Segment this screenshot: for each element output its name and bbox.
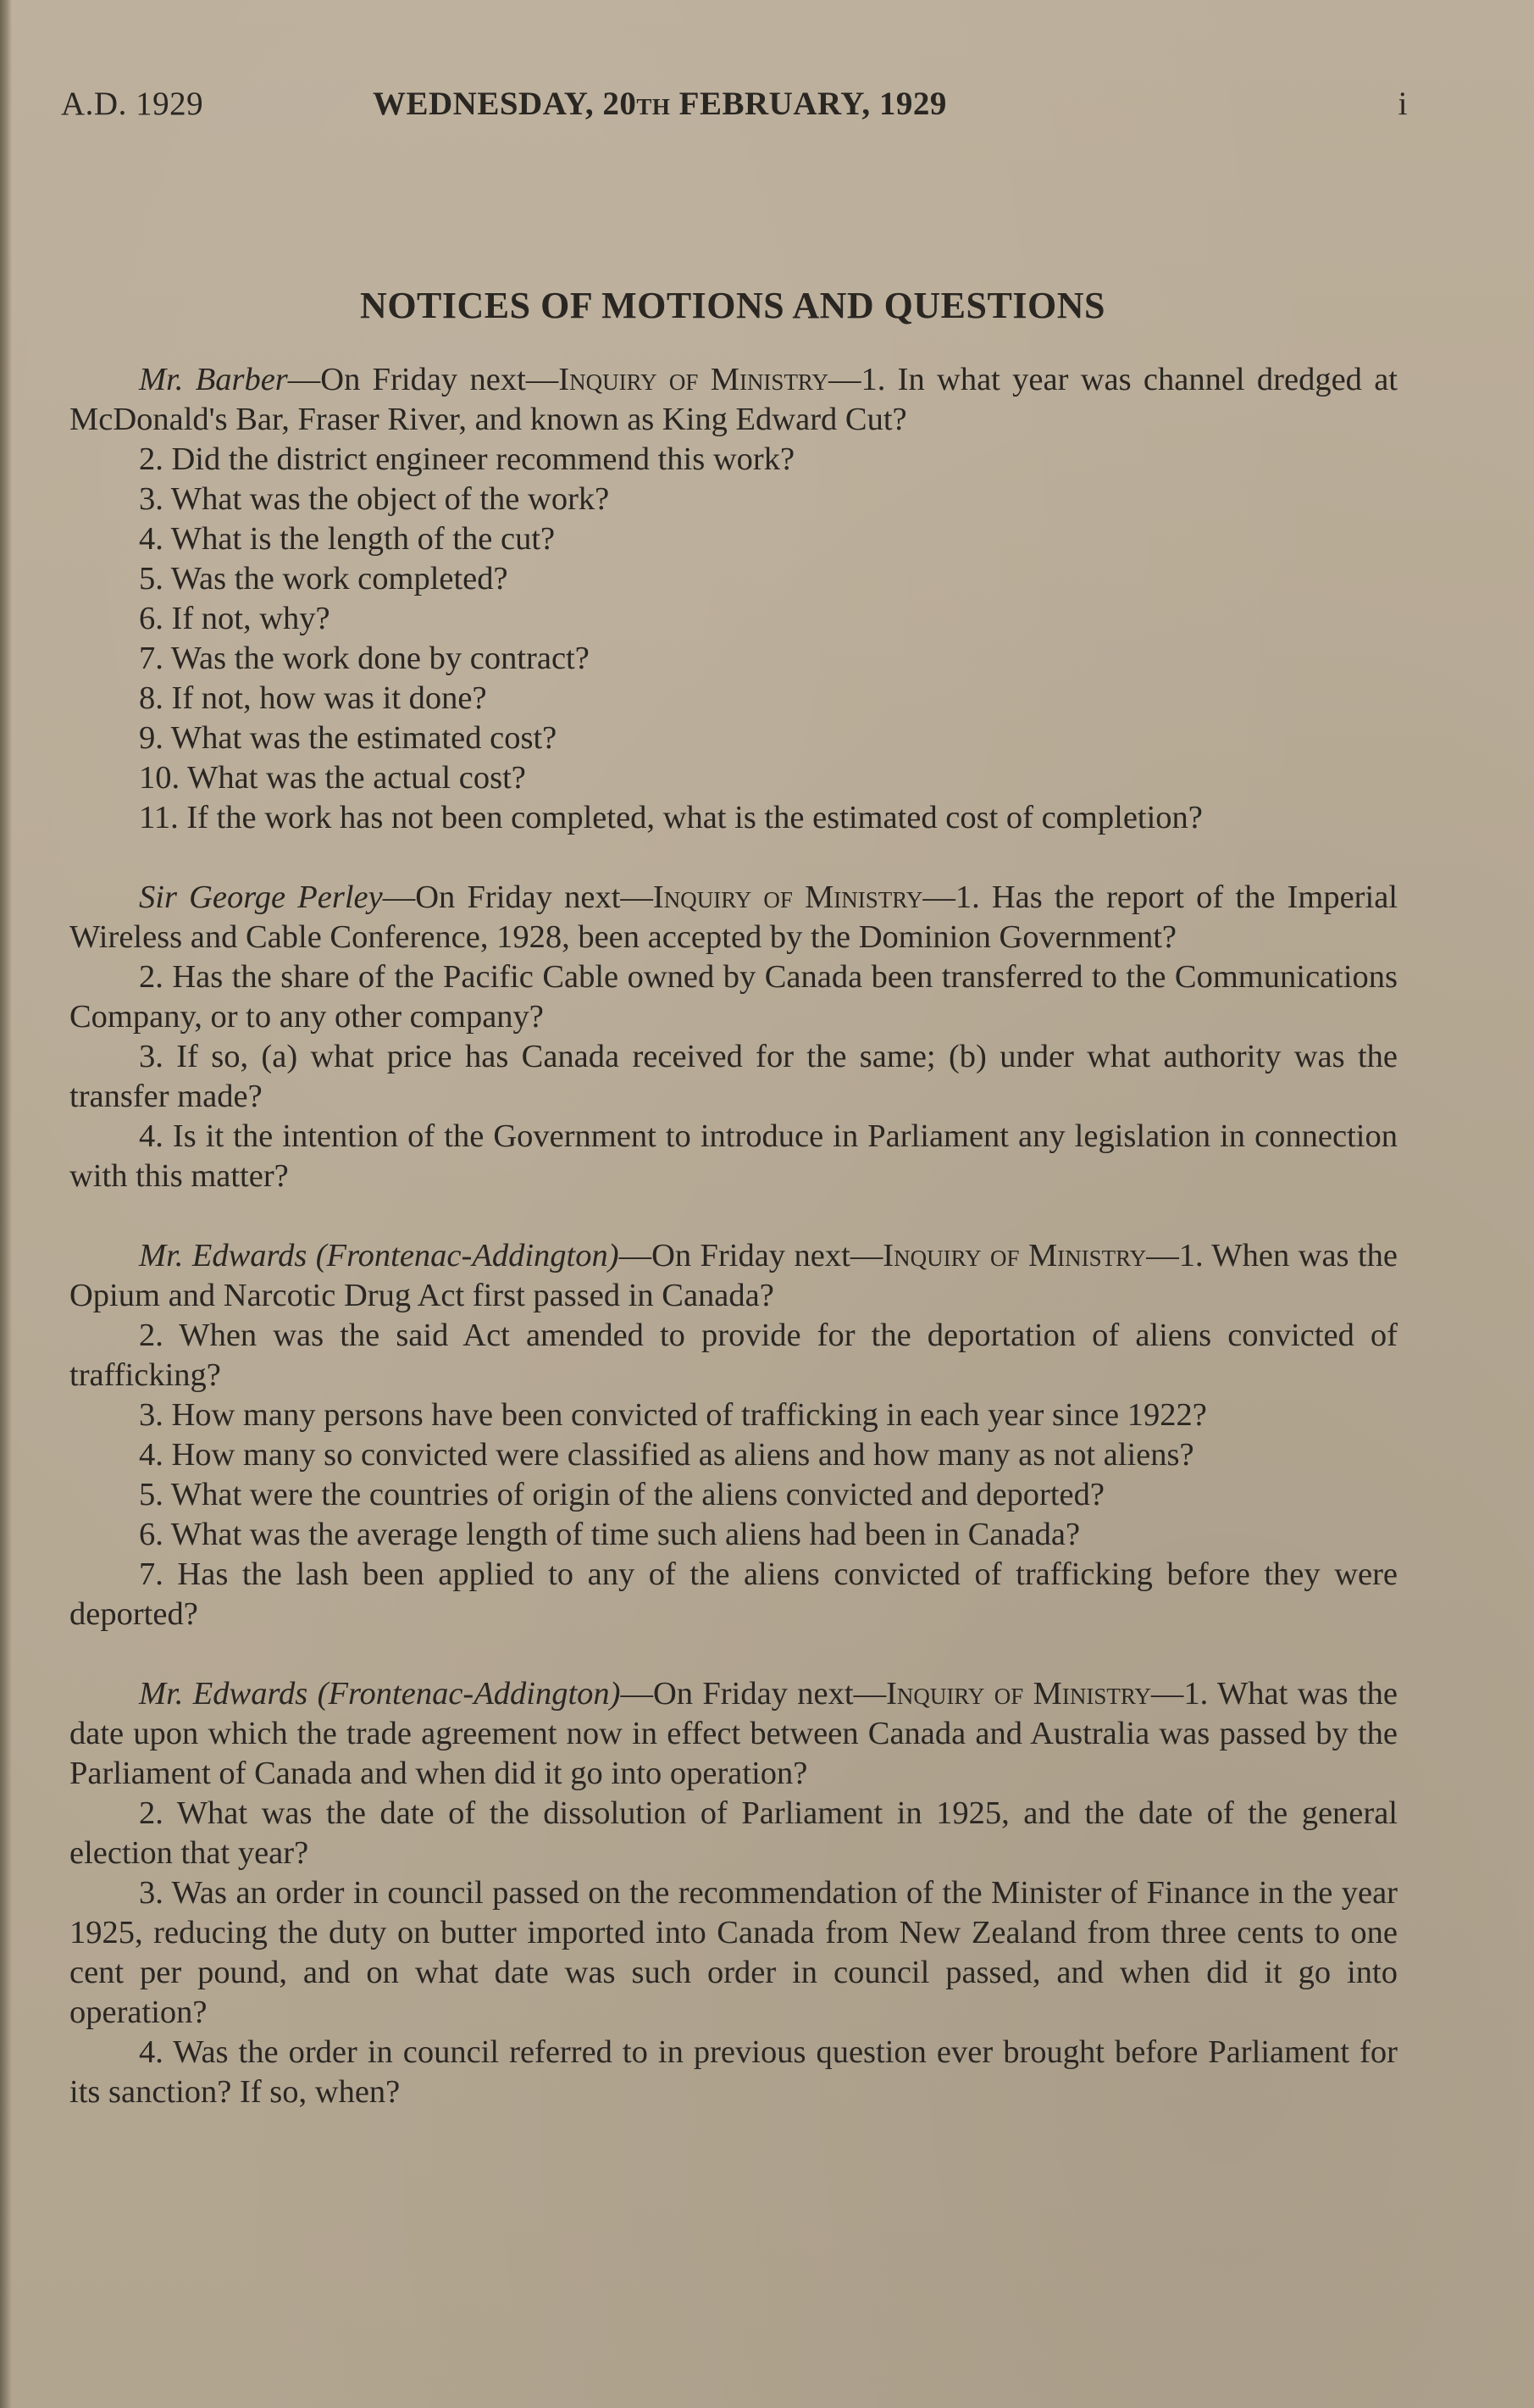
question: 2. Did the district engineer recommend this work? xyxy=(139,441,795,477)
motion-prefix: —On Friday next— xyxy=(287,362,559,397)
question: 3. Was an order in council passed on the recommendation of the Minister of Finance in the year 1925, reducing the duty on butter imported into Canada from New Zealand from three cents to one cent per pound, and on what date was such order in council passed, and when did it go into operation? xyxy=(69,1875,1398,2030)
motion-prefix: —On Friday next— xyxy=(382,879,653,915)
question: 6. If not, why? xyxy=(139,601,330,636)
inquiry-label: Inquiry of Ministry xyxy=(883,1238,1147,1273)
motion-lead xyxy=(69,878,1398,957)
question-1: —1. Has the report of the Imperial Wireless and Cable Conference, 1928, been accepted by the Dominion Government? xyxy=(69,879,1398,955)
member-name: Mr. Edwards (Frontenac-Addington) xyxy=(139,1238,619,1273)
question: 7. Has the lash been applied to any of the aliens convicted of trafficking before they were deported? xyxy=(69,1556,1398,1632)
question: 4. What is the length of the cut? xyxy=(139,521,556,557)
question: 8. If not, how was it done? xyxy=(139,680,487,716)
question-1: —1. When was the Opium and Narcotic Drug Act first passed in Canada? xyxy=(69,1238,1398,1313)
question: 9. What was the estimated cost? xyxy=(139,720,557,756)
question: 4. Was the order in council referred to in previous question ever brought before Parliament for its sanction? If so, when? xyxy=(69,2034,1398,2110)
motion-barber xyxy=(69,360,1398,838)
header-date-part-b: FEBRUARY, 1929 xyxy=(670,86,947,122)
notices-body xyxy=(69,360,1398,2152)
motion-lead xyxy=(69,1674,1398,1794)
motion-lead xyxy=(69,360,1398,440)
question: 4. How many so convicted were classified as aliens and how many as not aliens? xyxy=(139,1437,1194,1473)
member-name: Mr. Edwards (Frontenac-Addington) xyxy=(139,1676,621,1712)
page-number: i xyxy=(1398,86,1408,122)
motion-edwards-opium xyxy=(69,1236,1398,1634)
question: 10. What was the actual cost? xyxy=(139,760,526,796)
member-name: Sir George Perley xyxy=(139,879,383,915)
running-head xyxy=(61,85,1408,136)
motion-prefix: —On Friday next— xyxy=(620,1676,887,1712)
question: 6. What was the average length of time such aliens had been in Canada? xyxy=(139,1517,1081,1552)
question: 11. If the work has not been completed, what is the estimated cost of completion? xyxy=(139,800,1203,835)
question: 2. When was the said Act amended to provide for the deportation of aliens convicted of trafficking? xyxy=(69,1318,1398,1393)
motion-perley xyxy=(69,878,1398,1196)
question-1: —1. What was the date upon which the trade agreement now in effect between Canada and Australia was passed by the Parliament of Canada and when did it go into operation? xyxy=(69,1676,1398,1791)
page-title: NOTICES OF MOTIONS AND QUESTIONS xyxy=(360,285,1105,326)
question: 5. What were the countries of origin of the aliens convicted and deported? xyxy=(139,1477,1105,1512)
member-name: Mr. Barber xyxy=(139,362,288,397)
inquiry-label: Inquiry of Ministry xyxy=(558,362,828,397)
header-date xyxy=(373,85,947,123)
inquiry-label: Inquiry of Ministry xyxy=(652,879,923,915)
header-date-ordinal: TH xyxy=(636,94,671,119)
binding-edge xyxy=(0,0,12,2408)
header-year: A.D. 1929 xyxy=(61,86,204,122)
question: 2. Has the share of the Pacific Cable owned by Canada been transferred to the Communications Company, or to any other company? xyxy=(69,959,1398,1035)
question: 3. What was the object of the work? xyxy=(139,481,610,517)
question: 3. How many persons have been convicted of trafficking in each year since 1922? xyxy=(139,1397,1207,1433)
question: 4. Is it the intention of the Government to introduce in Parliament any legislation in connection with this matter? xyxy=(69,1118,1398,1194)
question-1: —1. In what year was channel dredged at McDonald's Bar, Fraser River, and known as King Edward Cut? xyxy=(69,362,1398,437)
question: 3. If so, (a) what price has Canada received for the same; (b) under what authority was the transfer made? xyxy=(69,1039,1398,1114)
motion-prefix: —On Friday next— xyxy=(618,1238,883,1273)
question: 7. Was the work done by contract? xyxy=(139,641,590,676)
motion-lead xyxy=(69,1236,1398,1316)
inquiry-label: Inquiry of Ministry xyxy=(886,1676,1151,1712)
question: 2. What was the date of the dissolution of Parliament in 1925, and the date of the general election that year? xyxy=(69,1795,1398,1871)
motion-edwards-trade xyxy=(69,1674,1398,2112)
header-date-part-a: WEDNESDAY, 20 xyxy=(373,86,637,122)
question: 5. Was the work completed? xyxy=(139,561,508,596)
